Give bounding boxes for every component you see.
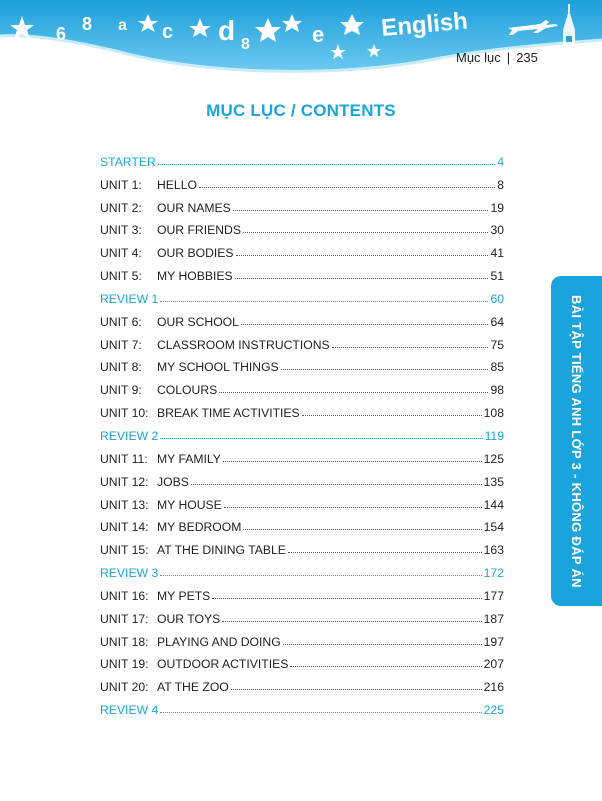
toc-entry-title: REVIEW 2 [100,428,159,443]
toc-unit-label: UNIT 6: [100,314,142,329]
toc-page-number: 163 [483,543,504,558]
toc-row[interactable] [100,374,504,397]
toc-row[interactable] [100,512,504,535]
toc-unit-label: UNIT 4: [100,246,142,261]
toc-unit-label: UNIT 10: [100,406,149,421]
toc-row[interactable] [100,283,504,306]
dot-leader [283,644,482,645]
section-label: Mục lục [456,50,501,65]
toc-entry-title: OUR FRIENDS [157,223,241,238]
banner-letter-e: e [312,22,325,47]
toc-page-number: 187 [483,611,504,626]
toc-page-number: 135 [483,474,504,489]
toc-row[interactable] [100,306,504,329]
digit-8-decoration: 8 [241,36,250,53]
toc-row[interactable] [100,169,504,192]
toc-page-number: 75 [490,337,504,352]
toc-entry-title: AT THE DINING TABLE [157,543,286,558]
toc-unit-label: UNIT 7: [100,337,142,352]
toc-entry-title: HELLO [157,177,197,192]
toc-page-number: 225 [483,703,504,718]
toc-row[interactable] [100,580,504,603]
banner-letter-a: a [118,17,127,34]
toc-row[interactable] [100,671,504,694]
toc-unit-label: UNIT 15: [100,543,149,558]
toc-unit-label: UNIT 17: [100,611,149,626]
toc-row[interactable] [100,420,504,443]
toc-entry-title: OUTDOOR ACTIVITIES [157,657,289,672]
toc-page-number: 172 [483,566,504,581]
toc-row[interactable] [100,557,504,580]
toc-unit-label: UNIT 13: [100,497,149,512]
toc-row[interactable] [100,603,504,626]
dot-leader [332,347,489,348]
dot-leader [243,529,481,530]
toc-row[interactable] [100,352,504,375]
dot-leader [158,164,495,165]
toc-page-number: 85 [490,360,504,375]
page-number: 235 [516,50,538,65]
dot-leader [224,507,482,508]
toc-entry-title: MY BEDROOM [157,520,242,535]
toc-entry-title: PLAYING AND DOING [157,634,281,649]
toc-row[interactable] [100,626,504,649]
dot-leader [191,484,482,485]
toc-page-number: 197 [483,634,504,649]
table-of-contents [100,146,504,717]
toc-unit-label: UNIT 19: [100,657,149,672]
toc-page-number: 119 [484,428,504,443]
toc-entry-title: MY FAMILY [157,451,221,466]
toc-page-number: 216 [483,680,504,695]
toc-page-number: 207 [483,657,504,672]
toc-entry-title: CLASSROOM INSTRUCTIONS [157,337,330,352]
toc-row[interactable] [100,260,504,283]
dot-leader [241,324,488,325]
toc-entry-title: JOBS [157,474,189,489]
toc-entry-title: AT THE ZOO [157,680,229,695]
dot-leader [290,666,481,667]
toc-row[interactable] [100,215,504,238]
toc-row[interactable] [100,146,504,169]
dot-leader [160,712,481,713]
toc-entry-title: MY PETS [157,588,211,603]
toc-entry-title: MY SCHOOL THINGS [157,360,279,375]
toc-unit-label: UNIT 18: [100,634,149,649]
toc-page-number: 177 [483,588,504,603]
toc-page-number: 8 [497,177,504,192]
dot-leader [288,552,482,553]
brand-english: English [380,7,469,42]
dot-leader [235,278,489,279]
dot-leader [160,438,482,439]
header-separator: | [506,50,511,65]
toc-unit-label: UNIT 16: [100,588,149,603]
toc-page-number: 19 [490,200,504,215]
toc-unit-label: UNIT 14: [100,520,149,535]
header-banner [0,0,602,80]
toc-entry-title: REVIEW 1 [100,291,159,306]
toc-entry-title: COLOURS [157,383,218,398]
toc-entry-title: OUR NAMES [157,200,231,215]
toc-row[interactable] [100,397,504,420]
toc-page-number: 51 [490,269,504,284]
dot-leader [233,210,489,211]
toc-page-number: 60 [490,291,504,306]
toc-page-number: 41 [490,246,504,261]
toc-unit-label: UNIT 2: [100,200,142,215]
dot-leader [222,621,481,622]
toc-entry-title: OUR BODIES [157,246,234,261]
dot-leader [281,369,489,370]
toc-row[interactable] [100,237,504,260]
toc-row[interactable] [100,649,504,672]
toc-page-number: 4 [497,154,504,169]
dot-leader [160,301,488,302]
toc-page-number: 30 [490,223,504,238]
toc-unit-label: UNIT 20: [100,680,149,695]
side-tab-label: BÀI TẬP TIẾNG ANH LỚP 3 - KHÔNG ĐÁP ÁN [569,294,584,588]
dot-leader [236,255,489,256]
toc-row[interactable] [100,192,504,215]
toc-row[interactable] [100,489,504,512]
toc-entry-title: REVIEW 3 [100,566,159,581]
toc-page-number: 64 [490,314,504,329]
toc-unit-label: UNIT 5: [100,269,142,284]
banner-letter-d: d [218,15,236,46]
digit-8-decoration: 8 [82,14,93,34]
toc-unit-label: UNIT 12: [100,474,149,489]
toc-entry-title: MY HOUSE [157,497,222,512]
toc-row[interactable] [100,329,504,352]
toc-entry-title: REVIEW 4 [100,703,159,718]
toc-row[interactable] [100,466,504,489]
page-title: MỤC LỤC / CONTENTS [206,101,396,120]
page-header-label [456,50,538,65]
dot-leader [231,689,482,690]
side-tab [551,276,602,606]
toc-entry-title: STARTER [100,154,156,169]
dot-leader [243,232,488,233]
banner-letter-c: c [162,21,174,43]
toc-unit-label: UNIT 1: [100,177,142,192]
toc-row[interactable] [100,443,504,466]
toc-row[interactable] [100,534,504,557]
toc-page-number: 144 [483,497,504,512]
toc-entry-title: OUR TOYS [157,611,221,626]
dot-leader [223,461,482,462]
toc-unit-label: UNIT 8: [100,360,142,375]
toc-unit-label: UNIT 3: [100,223,142,238]
dot-leader [302,415,482,416]
dot-leader [199,187,495,188]
dot-leader [160,575,481,576]
toc-entry-title: BREAK TIME ACTIVITIES [157,406,300,421]
toc-row[interactable] [100,694,504,717]
toc-page-number: 98 [490,383,504,398]
toc-entry-title: MY HOBBIES [157,269,233,284]
toc-page-number: 125 [483,451,504,466]
toc-entry-title: OUR SCHOOL [157,314,239,329]
digit-6-decoration: 6 [56,24,67,44]
toc-page-number: 108 [483,406,504,421]
dot-leader [212,598,481,599]
toc-page-number: 154 [483,520,504,535]
dot-leader [219,392,488,393]
toc-unit-label: UNIT 9: [100,383,142,398]
toc-unit-label: UNIT 11: [100,451,148,466]
